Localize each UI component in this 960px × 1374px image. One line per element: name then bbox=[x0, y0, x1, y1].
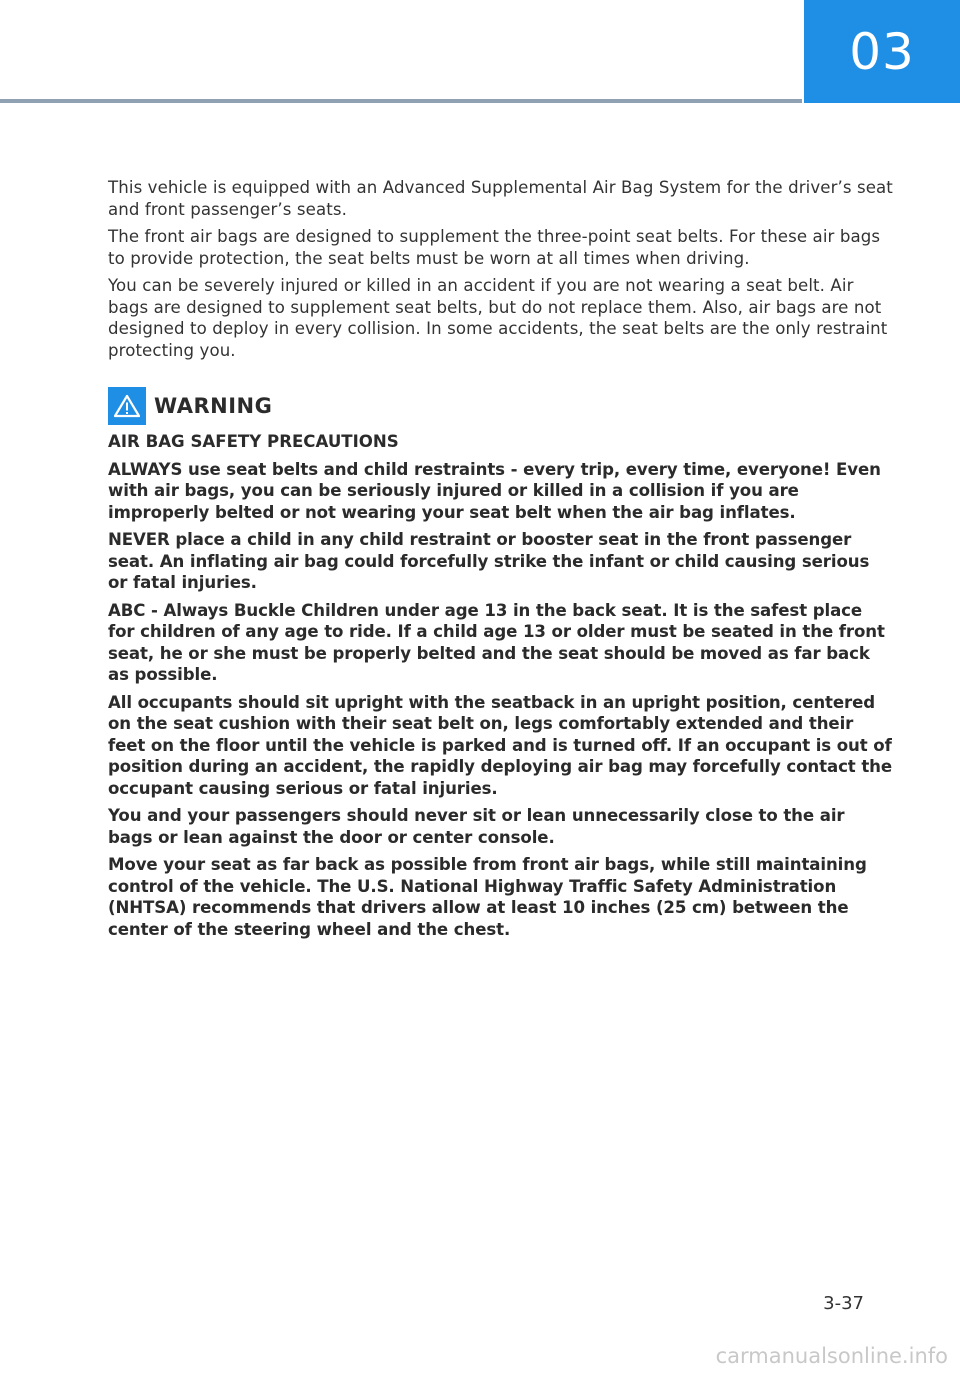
page-content bbox=[108, 177, 894, 946]
chapter-number: 03 bbox=[849, 22, 915, 81]
watermark-text: carmanualsonline.info bbox=[715, 1344, 948, 1368]
header-rule bbox=[0, 99, 802, 103]
intro-paragraph-3: You can be severely injured or killed in an accident if you are not wearing a seat belt. Air bags are designed to supplement seat belts, but do not replace them. Also, air bags are not designed to deploy in every collision. In some accidents, the seat belts are the only restraint protecting you. bbox=[108, 276, 888, 360]
warning-paragraph-4: All occupants should sit upright with the seatback in an upright position, centered on the seat cushion with their seat belt on, legs comfortably extended and their feet on the floor until the vehicle is parked and is turned off. If an occupant is out of position during an accident, the rapidly deploying air bag may forcefully contact the occupant causing serious or fatal injuries. bbox=[108, 692, 893, 798]
warning-header bbox=[108, 387, 894, 425]
intro-paragraph-2: The front air bags are designed to supplement the three-point seat belts. For these air bags to provide protection, the seat belts must be worn at all times when driving. bbox=[108, 227, 881, 268]
warning-paragraph-2: NEVER place a child in any child restraint or booster seat in the front passenger seat. An inflating air bag could forcefully strike the infant or child causing serious or fatal injuries. bbox=[108, 530, 870, 592]
warning-subtitle: AIR BAG SAFETY PRECAUTIONS bbox=[108, 432, 399, 451]
warning-paragraph-1: ALWAYS use seat belts and child restraints - every trip, every time, everyone! Even with air bags, you can be seriously injured or killed in a collision if you are improperly belted or not wearing your seat belt when the air bag inflates. bbox=[108, 459, 881, 522]
warning-paragraph-5: You and your passengers should never sit or lean unnecessarily close to the air bags or lean against the door or center console. bbox=[108, 806, 845, 847]
chapter-tab bbox=[804, 0, 960, 103]
warning-triangle-icon bbox=[108, 387, 146, 425]
warning-paragraph-3: ABC - Always Buckle Children under age 13 in the back seat. It is the safest place for children of any age to ride. If a child age 13 or older must be seated in the front seat, he or she must be properly belted and the seat should be moved as far back as possible. bbox=[108, 600, 885, 684]
intro-paragraph-1: This vehicle is equipped with an Advanced Supplemental Air Bag System for the driver’s seat and front passenger’s seats. bbox=[108, 178, 893, 219]
warning-paragraph-6: Move your seat as far back as possible from front air bags, while still maintaining control of the vehicle. The U.S. National Highway Traffic Safety Administration (NHTSA) recommends that drivers allow at least 10 inches (25 cm) between the center of the steering wheel and the chest. bbox=[108, 855, 867, 939]
page-number: 3-37 bbox=[823, 1293, 864, 1314]
warning-title: WARNING bbox=[154, 394, 273, 418]
